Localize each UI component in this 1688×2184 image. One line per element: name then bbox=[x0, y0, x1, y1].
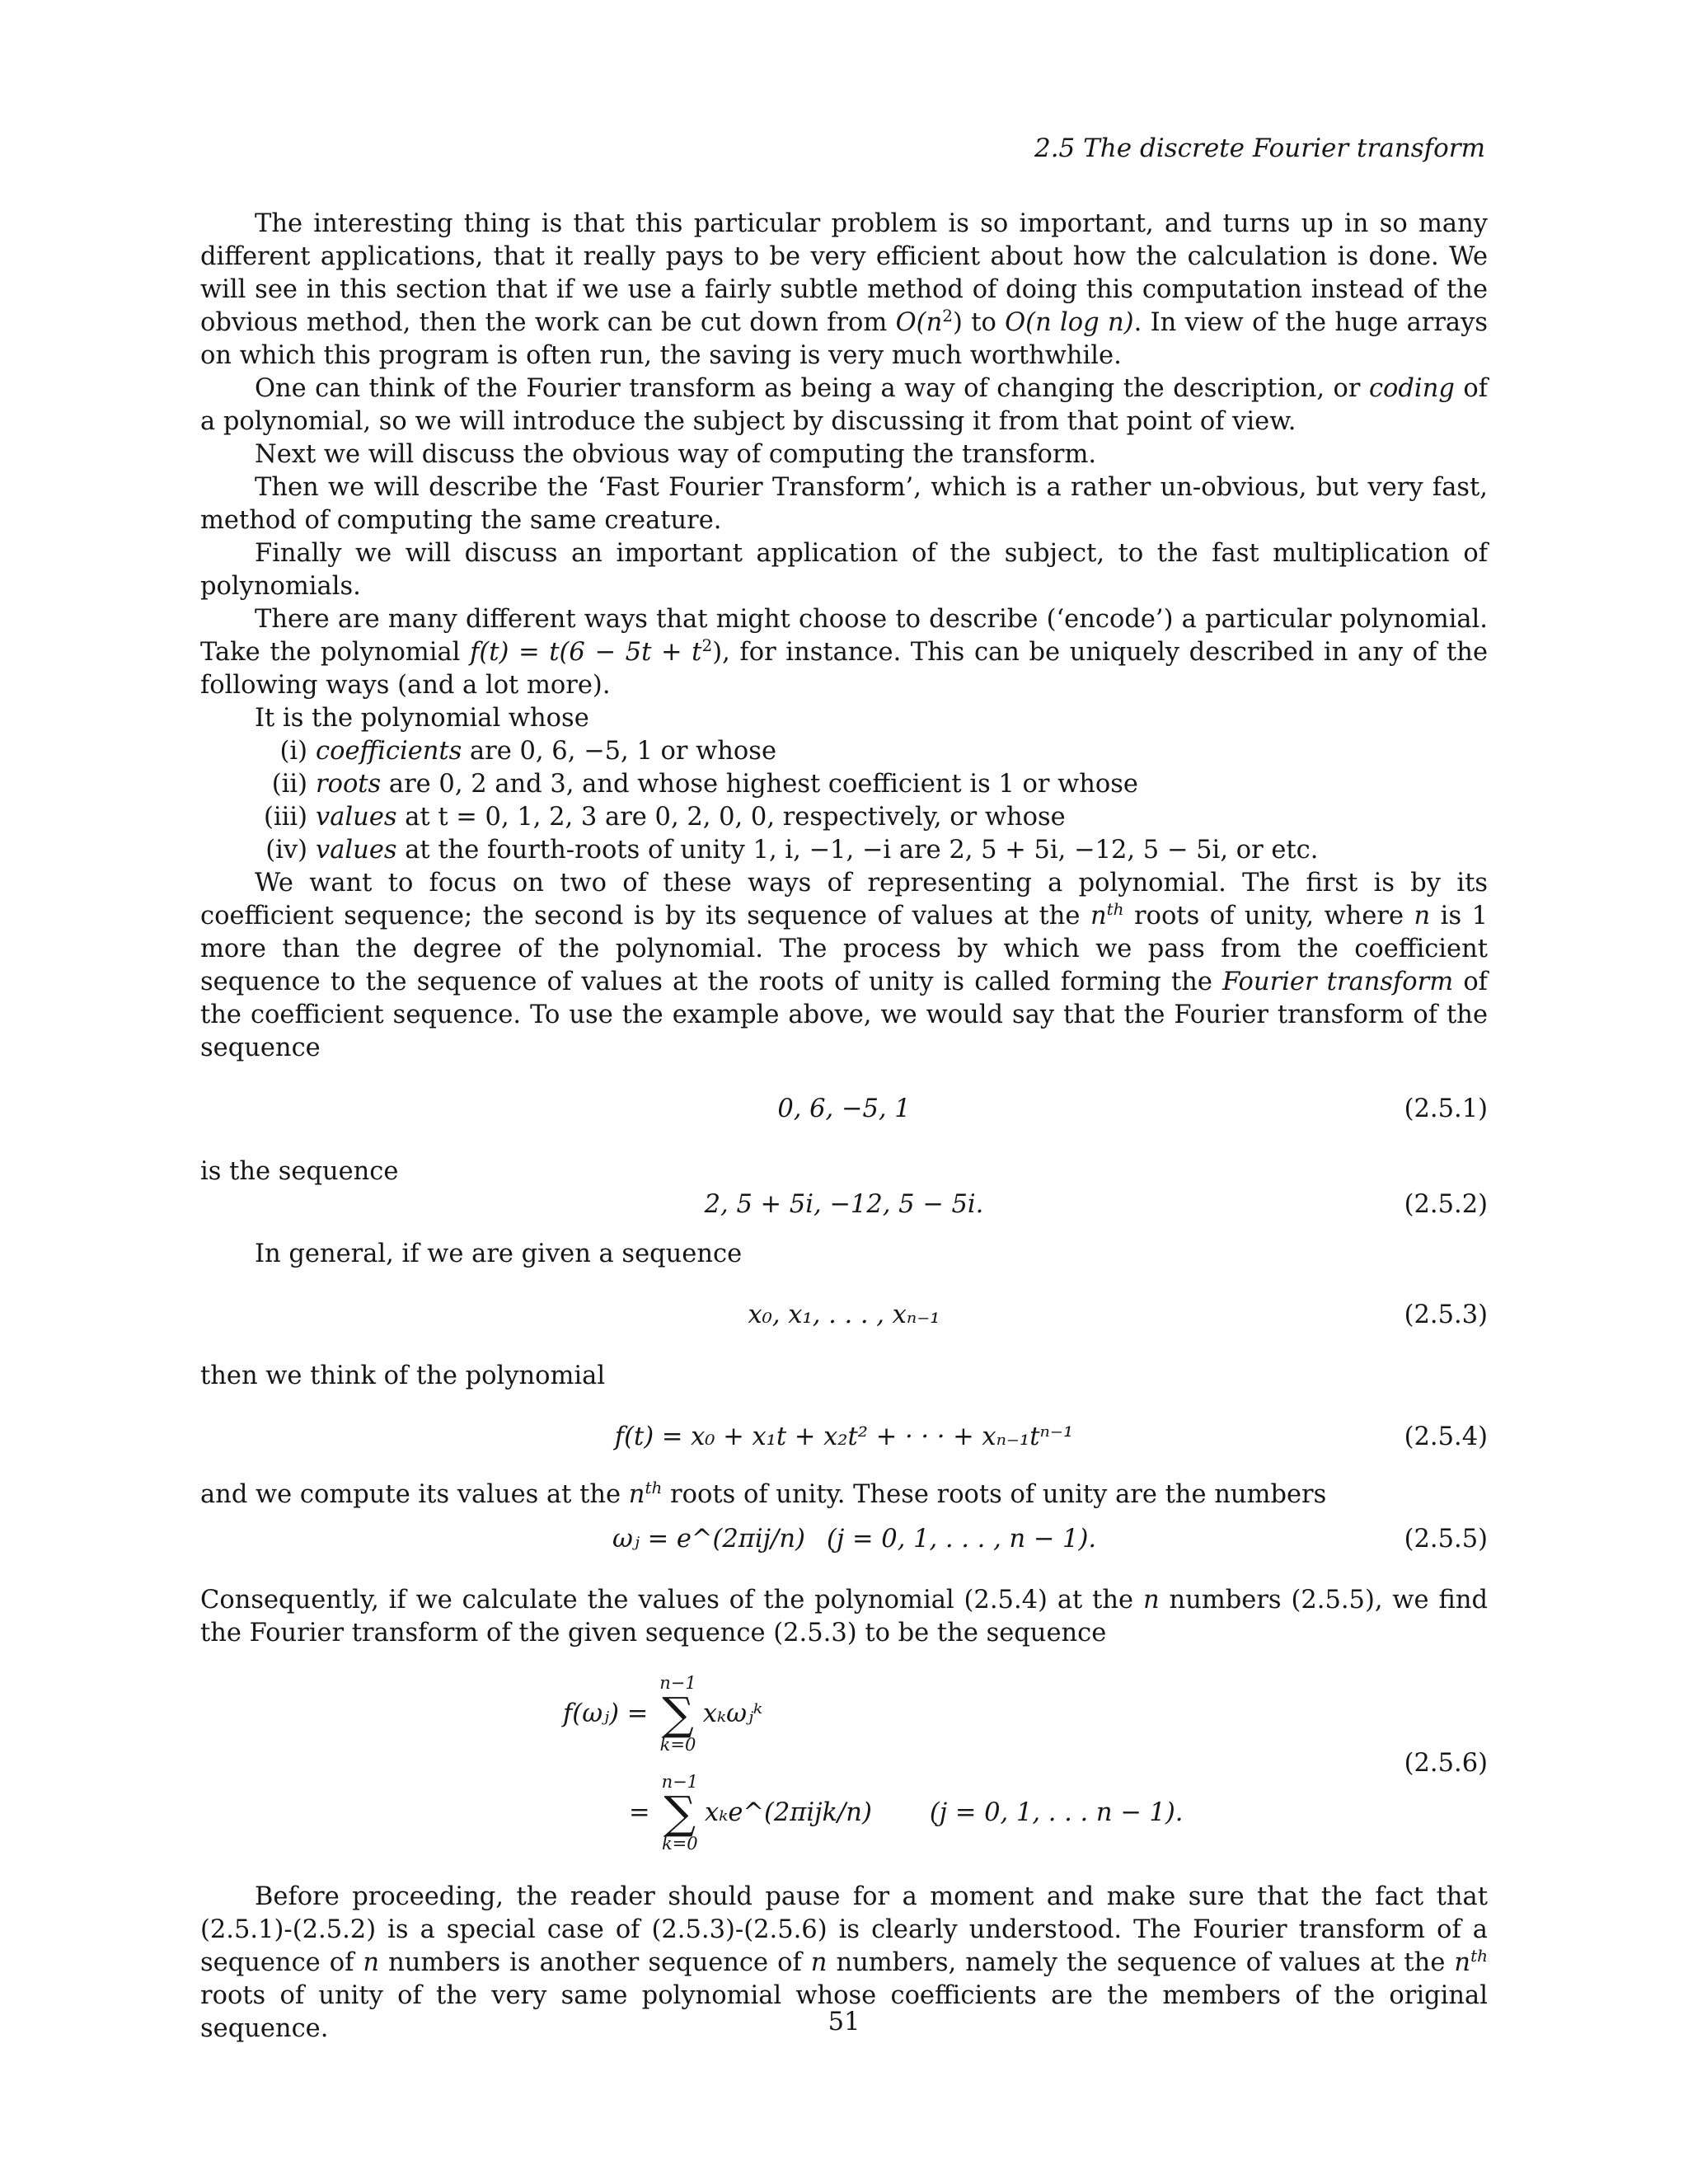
paragraph-application: Finally we will discuss an important application of the subject, to the fast multiplication of polynomials. bbox=[200, 539, 1488, 601]
list-item: (iv) values at the fourth-roots of unity 1, i, −1, −i are 2, 5 + 5i, −12, 5 − 5i, or etc. bbox=[265, 836, 1319, 865]
description-list bbox=[200, 735, 1488, 867]
sigma-symbol: ∑ bbox=[663, 1787, 696, 1839]
paragraph-fft: Then we will describe the ‘Fast Fourier Transform’, which is a rather un-obvious, but very fast, method of computing the same creature. bbox=[200, 473, 1488, 535]
summation-sign: n−1 ∑ k=0 bbox=[659, 1673, 696, 1755]
paragraph-consequently: Consequently, if we calculate the values of the polynomial (2.5.4) at the n numbers (2.5.5), we find the Fourier transform of the given sequence (2.5.3) to be the sequence bbox=[200, 1586, 1488, 1647]
paragraph-before-proceeding: Before proceeding, the reader should pause for a moment and make sure that the fact that (2.5.1)-(2.5.2) is a special case of (2.5.3)-(2.5.6) is clearly understood. The Fourier transform of a sequence of n numbers is another sequence of n numbers, namely the sequence of values at the $n^{th}$ roots of unity of the very same polynomial whose coefficients are the members of the original sequence. bbox=[200, 1882, 1488, 2043]
equation-2-5-1: 0, 6, −5, 1 (2.5.1) bbox=[777, 1094, 1488, 1123]
equation-2-5-6-line1: f(ωⱼ) = n−1 ∑ k=0 xₖωⱼᵏ bbox=[563, 1673, 763, 1755]
equation-2-5-6: f(ωⱼ) = n−1 ∑ k=0 xₖωⱼᵏ = n−1 ∑ k=0 xₖe^(2πijk/n) (j = 0, 1, . . . n − 1). (2.5.6) bbox=[200, 1665, 1488, 1863]
equation-2-5-2: 2, 5 + 5i, −12, 5 − 5i. (2.5.2) bbox=[704, 1190, 1488, 1219]
summation-sign: n−1 ∑ k=0 bbox=[661, 1772, 699, 1854]
paragraph-intro: The interesting thing is that this particular problem is so important, and turns up in so many different applications, that it really pays to be very efficient about how the calculation is done. We will see in this section that if we use a fairly subtle method of doing this computation instead of the obvious method, then the work can be cut down from $O(n^2)$ to O(n log n). In view of the huge arrays on which this program is often run, the saving is very much worthwhile. bbox=[200, 209, 1488, 370]
paragraph-compute-values: and we compute its values at the $n^{th}$ roots of unity. These roots of unity are the numbers bbox=[200, 1477, 1327, 1509]
paragraph-encode: There are many different ways that might choose to describe (‘encode’) a particular polynomial. Take the polynomial $f(t) = t(6 - 5t + t^2)$, for instance. This can be uniquely described in any of the following ways (and a lot more). bbox=[200, 605, 1489, 700]
equation-2-5-4: f(t) = x₀ + x₁t + x₂t² + · · · + xₙ₋₁tⁿ⁻¹ (2.5.4) bbox=[614, 1422, 1488, 1451]
list-item: (ii) roots are 0, 2 and 3, and whose highest coefficient is 1 or whose bbox=[271, 770, 1138, 799]
paragraph-coding: One can think of the Fourier transform as being a way of changing the description, or coding of a polynomial, so we will introduce the subject by discussing it from that point of view. bbox=[200, 374, 1488, 436]
equation-2-5-5: ωⱼ = e^(2πij/n) (j = 0, 1, . . . , n − 1). (2.5.5) bbox=[612, 1525, 1488, 1554]
paragraph-think-polynomial: then we think of the polynomial bbox=[200, 1361, 606, 1390]
page-body bbox=[200, 208, 1488, 2046]
equation-2-5-6-line2: = n−1 ∑ k=0 xₖe^(2πijk/n) (j = 0, 1, . . . n − 1). bbox=[629, 1772, 1184, 1854]
paragraph-obvious: Next we will discuss the obvious way of computing the transform. bbox=[255, 440, 1097, 469]
list-item: (iii) values at t = 0, 1, 2, 3 are 0, 2, 0, 0, respectively, or whose bbox=[263, 803, 1066, 832]
page-number: 51 bbox=[828, 2008, 860, 2036]
equation-2-5-3: x₀, x₁, . . . , xₙ₋₁ (2.5.3) bbox=[748, 1301, 1488, 1329]
paragraph-in-general: In general, if we are given a sequence bbox=[255, 1240, 743, 1268]
list-item: (i) coefficients are 0, 6, −5, 1 or whose bbox=[279, 737, 776, 766]
paragraph-is-sequence: is the sequence bbox=[200, 1157, 399, 1186]
paragraph-focus: We want to focus on two of these ways of representing a polynomial. The first is by its coefficient sequence; the second is by its sequence of values at the $n^{th}$ roots of unity, where n is 1 more than the degree of the polynomial. The process by which we pass from the coefficient sequence to the sequence of values at the roots of unity is called forming the Fourier transform of the coefficient sequence. To use the example above, we would say that the Fourier transform of the sequence bbox=[200, 869, 1488, 1062]
paragraph-polynomial-whose: It is the polynomial whose bbox=[255, 704, 589, 733]
running-header: 2.5 The discrete Fourier transform bbox=[1034, 134, 1485, 163]
sigma-symbol: ∑ bbox=[662, 1688, 694, 1740]
